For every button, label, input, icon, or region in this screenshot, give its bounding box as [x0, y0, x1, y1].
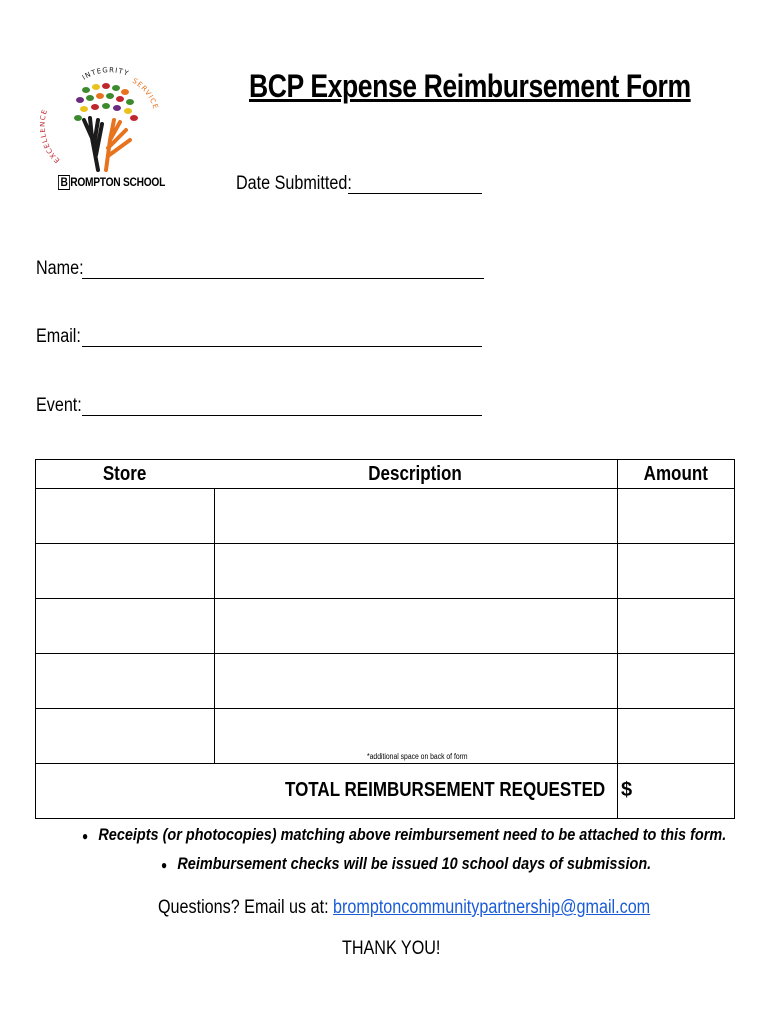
- name-field[interactable]: [82, 278, 484, 279]
- table-cell-store[interactable]: [37, 654, 213, 707]
- email-field[interactable]: [82, 346, 482, 347]
- svg-text:INTEGRITY: [81, 66, 130, 82]
- hands-trunk: [84, 118, 130, 170]
- logo-arc-integrity: INTEGRITY: [80, 66, 131, 82]
- table-cell-amount[interactable]: [619, 709, 733, 762]
- bullet-icon: ●: [82, 828, 89, 843]
- table-cell-description[interactable]: [216, 709, 616, 749]
- svg-text:EXCELLENCE: [40, 108, 61, 164]
- logo-arc-excellence: EXCELL E: [40, 107, 62, 165]
- bullet-icon: ●: [161, 857, 168, 872]
- table-cell-store[interactable]: [37, 489, 213, 542]
- questions-line: [158, 897, 650, 919]
- table-column-divider: [617, 460, 618, 818]
- table-cell-amount[interactable]: [619, 654, 733, 707]
- total-reimbursement-label: TOTAL REIMBURSEMENT REQUESTED: [285, 779, 606, 801]
- table-cell-amount[interactable]: [619, 489, 733, 542]
- logo-arc-service: SERVICE: [130, 76, 160, 111]
- total-amount-cell[interactable]: [619, 764, 733, 817]
- event-field[interactable]: [82, 415, 482, 416]
- table-cell-description[interactable]: [216, 654, 616, 707]
- table-cell-description[interactable]: [216, 489, 616, 542]
- total-currency-symbol: $: [621, 779, 633, 801]
- table-cell-store[interactable]: [37, 599, 213, 652]
- date-submitted-label: Date Submitted:: [236, 173, 352, 194]
- table-column-divider: [214, 488, 215, 763]
- table-cell-store[interactable]: [37, 544, 213, 597]
- event-label: Event:: [36, 395, 82, 416]
- table-cell-amount[interactable]: [619, 544, 733, 597]
- thank-you-text: THANK YOU!: [342, 938, 441, 959]
- table-cell-amount[interactable]: [619, 599, 733, 652]
- table-cell-store[interactable]: [37, 709, 213, 762]
- date-submitted-field[interactable]: [348, 193, 482, 194]
- email-label: Email:: [36, 326, 81, 347]
- svg-text:SERVICE: [131, 77, 160, 111]
- instruction-text: Reimbursement checks will be issued 10 school days of submission.: [177, 854, 652, 873]
- header-store: Store: [103, 463, 147, 485]
- school-letter-box: B: [58, 175, 70, 190]
- tree-leaves: [74, 83, 138, 121]
- contact-email-link[interactable]: bromptoncommunitypartnership@gmail.com: [333, 897, 651, 918]
- instruction-checks: [161, 854, 651, 874]
- header-description: Description: [368, 463, 463, 485]
- instruction-receipts: [82, 825, 726, 845]
- page-title: BCP Expense Reimbursement Form: [249, 68, 691, 104]
- expense-table: [35, 459, 735, 819]
- table-cell-description[interactable]: [216, 599, 616, 652]
- questions-label: Questions? Email us at:: [158, 897, 329, 918]
- table-cell-description[interactable]: [216, 544, 616, 597]
- instruction-text: Receipts (or photocopies) matching above reimbursement need to be attached to this form.: [98, 825, 727, 844]
- additional-space-note: *additional space on back of form: [367, 752, 468, 761]
- name-label: Name:: [36, 258, 84, 279]
- school-name: [58, 175, 165, 190]
- header-amount: Amount: [643, 463, 709, 485]
- school-name-text: ROMPTON SCHOOL: [70, 175, 166, 189]
